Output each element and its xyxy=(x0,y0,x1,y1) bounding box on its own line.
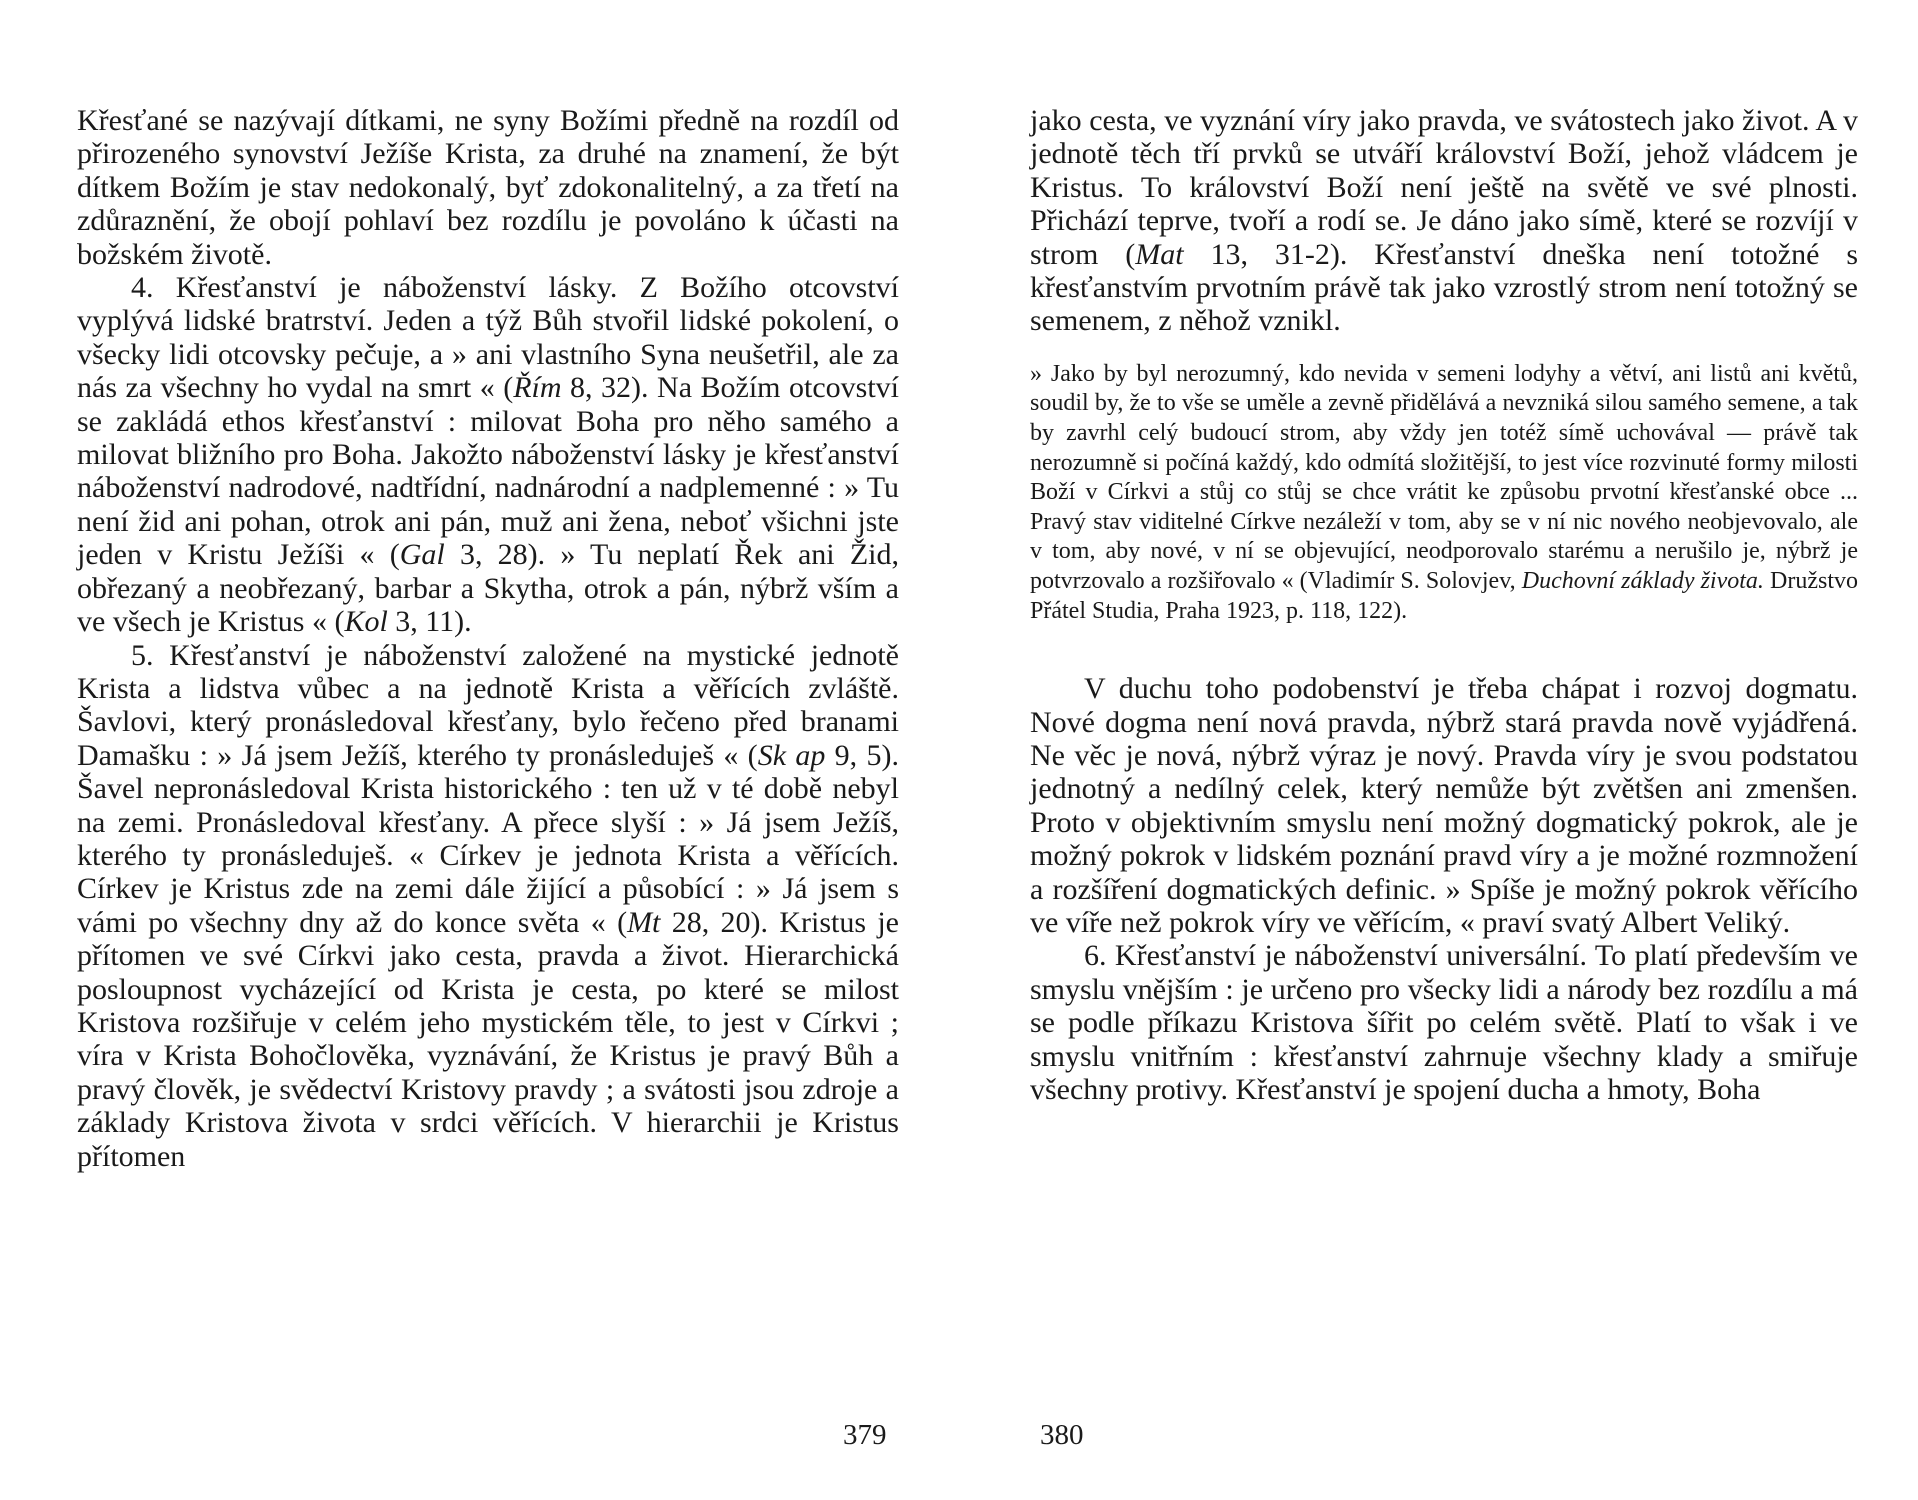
paragraph xyxy=(77,104,899,271)
text-run: 9, 5). Šavel nepronásledoval Krista historického : ten už v té době nebyl na zemi. Pronásledoval křesťany. A přece slyší : » Já jsem Ježíš, kterého ty pronásleduješ. « Církev je jednota Krista a věřících. Církev je Kristus zde na zemi dále žijící a působící : » Já jsem s vámi po všechny dny až do konce světa « ( xyxy=(77,738,899,939)
text-run: 3, 28). » Tu neplatí Řek ani Žid, obřezaný a neobřezaný, barbar a Skytha, otrok a pán, nýbrž vším a ve všech je Kristus « ( xyxy=(77,538,899,639)
text-run: 8, 32). Na Božím otcovství se zakládá ethos křesťanství : milovat Boha pro něho samého a milovat bližního pro Boha. Jakožto náboženství lásky je křesťanství náboženství nadrodové, nadtřídní, nadnárodní a nadplemenné : » Tu není žid ani pohan, otrok ani pán, muž ani žena, neboť všichni jste jeden v Kristu Ježíši « ( xyxy=(77,371,900,572)
italic-text: Duchovní základy života. xyxy=(1521,568,1764,594)
text-run: Křesťané se nazývají dítkami, ne syny Božími předně na rozdíl od přirozeného synovství Ježíše Krista, za druhé na znamení, že být dítkem Božím je stav nedokonalý, byť zdokonalitelný, a za třetí na zdůraznění, že obojí pohlaví bez rozdílu je povoláno k účasti na božském životě. xyxy=(77,104,899,271)
text-run: 5. Křesťanství je náboženství založené na mystické jednotě Krista a lidstva vůbec a na jednotě Krista a věřících zvláště. Šavlovi, který pronásledoval křesťany, bylo řečeno před branami Damašku : » Já jsem Ježíš, kterého ty pronásleduješ « ( xyxy=(77,638,899,772)
paragraph xyxy=(1030,104,1858,338)
right-page xyxy=(959,0,1918,1500)
text-run: 28, 20). Kristus je přítomen ve své Církvi jako cesta, pravda a život. Hierarchická posloupnost vycházející od Krista je cesta, po které se milost Kristova rozšiřuje v celém jeho mystickém těle, to jest v Církvi ; víra v Krista Bohočlověka, vyznávání, že Kristus je pravý Bůh a pravý člověk, je svědectví Kristovy pravdy ; a svátosti jsou zdroje a základy Kristova života v srdci věřících. V hierarchii je Kristus přítomen xyxy=(77,905,899,1173)
italic-text: Sk ap xyxy=(757,738,826,772)
page-number: 379 xyxy=(843,1419,887,1451)
text-run: 3, 11). xyxy=(387,605,472,639)
paragraph-section-4 xyxy=(77,271,899,638)
text-run: 4. Křesťanství je náboženství lásky. Z Božího otcovství vyplývá lidské bratrství. Jeden a týž Bůh stvořil lidské pokolení, o všecky lidi otcovsky pečuje, a » ani vlastního Syna neušetřil, ale za nás za všechny ho vydal na smrt « ( xyxy=(77,271,899,405)
page-number: 380 xyxy=(1040,1419,1084,1451)
italic-text: Mt xyxy=(627,905,661,939)
text-run: jako cesta, ve vyznání víry jako pravda, ve svátostech jako život. A v jednotě těch tří prvků se utváří království Boží, jehož vládcem je Kristus. To království Boží není ještě na světě ve své plnosti. Přichází teprve, tvoří a rodí se. Je dáno jako símě, které se rozvíjí v strom ( xyxy=(1030,104,1858,271)
italic-text: Gal xyxy=(399,538,445,572)
right-page-text xyxy=(1030,104,1858,1106)
left-page-text xyxy=(77,104,899,1173)
text-run: » Jako by byl nerozumný, kdo nevida v semeni lodyhy a větví, ani listů ani květů, soudil by, že to vše se uměle a zevně přidělává a nevzniká silou samého semene, a tak by zavrhl celý budoucí strom, aby vždy jen totéž símě uchovával — právě tak nerozumně si počíná každý, kdo odmítá složitější, to jest více rozvinuté formy milosti Boží v Církvi a stůj co stůj se chce vrátit ke způsobu prvotní křesťanské obce ... Pravý stav viditelné Církve nezáleží v tom, aby se v ní nic nového neobjevovalo, ale v tom, aby nové, v ní se objevující, neodporovalo starému a nerušilo je, nýbrž je potvrzovalo a rozšiřovalo « (Vladimír S. Solovjev, xyxy=(1030,360,1858,594)
italic-text: Mat xyxy=(1135,237,1184,271)
italic-text: Kol xyxy=(344,605,388,639)
text-run: 13, 31-2). Křesťanství dneška není totožné s křesťanstvím prvotním právě tak jako vzrostlý strom není totožný se semenem, z něhož vznikl. xyxy=(1030,237,1858,338)
paragraph-section-5 xyxy=(77,639,899,1174)
block-quote xyxy=(1030,360,1858,626)
paragraph-section-6 xyxy=(1030,939,1858,1106)
text-run: 6. Křesťanství je náboženství universální. To platí především ve smyslu vnějším : je určeno pro všecky lidi a národy bez rozdílu a má se podle příkazu Kristova šířit po celém světě. Platí to však i ve smyslu vnitřním : křesťanství zahrnuje všechny klady a smiřuje všechny protivy. Křesťanství je spojení ducha a hmoty, Boha xyxy=(1030,939,1858,1107)
text-run: Družstvo Přátel Studia, Praha 1923, p. 118, 122). xyxy=(1030,568,1858,624)
text-run: V duchu toho podobenství je třeba chápat i rozvoj dogmatu. Nové dogma není nová pravda, nýbrž stará pravda nově vyjádřená. Ne věc je nová, nýbrž výraz je nový. Pravda víry je svou podstatou jednotný a nedílný celek, který nemůže být zvětšen ani zmenšen. Proto v objektivním smyslu není možný dogmatický pokrok, ale je možný pokrok v lidském poznání pravd víry a je možné rozmnožení a rozšíření dogmatických definic. » Spíše je možný pokrok věřícího ve víře než pokrok víry ve věřícím, « praví svatý Albert Veliký. xyxy=(1030,672,1858,940)
paragraph xyxy=(1030,672,1858,939)
italic-text: Řím xyxy=(513,371,562,405)
